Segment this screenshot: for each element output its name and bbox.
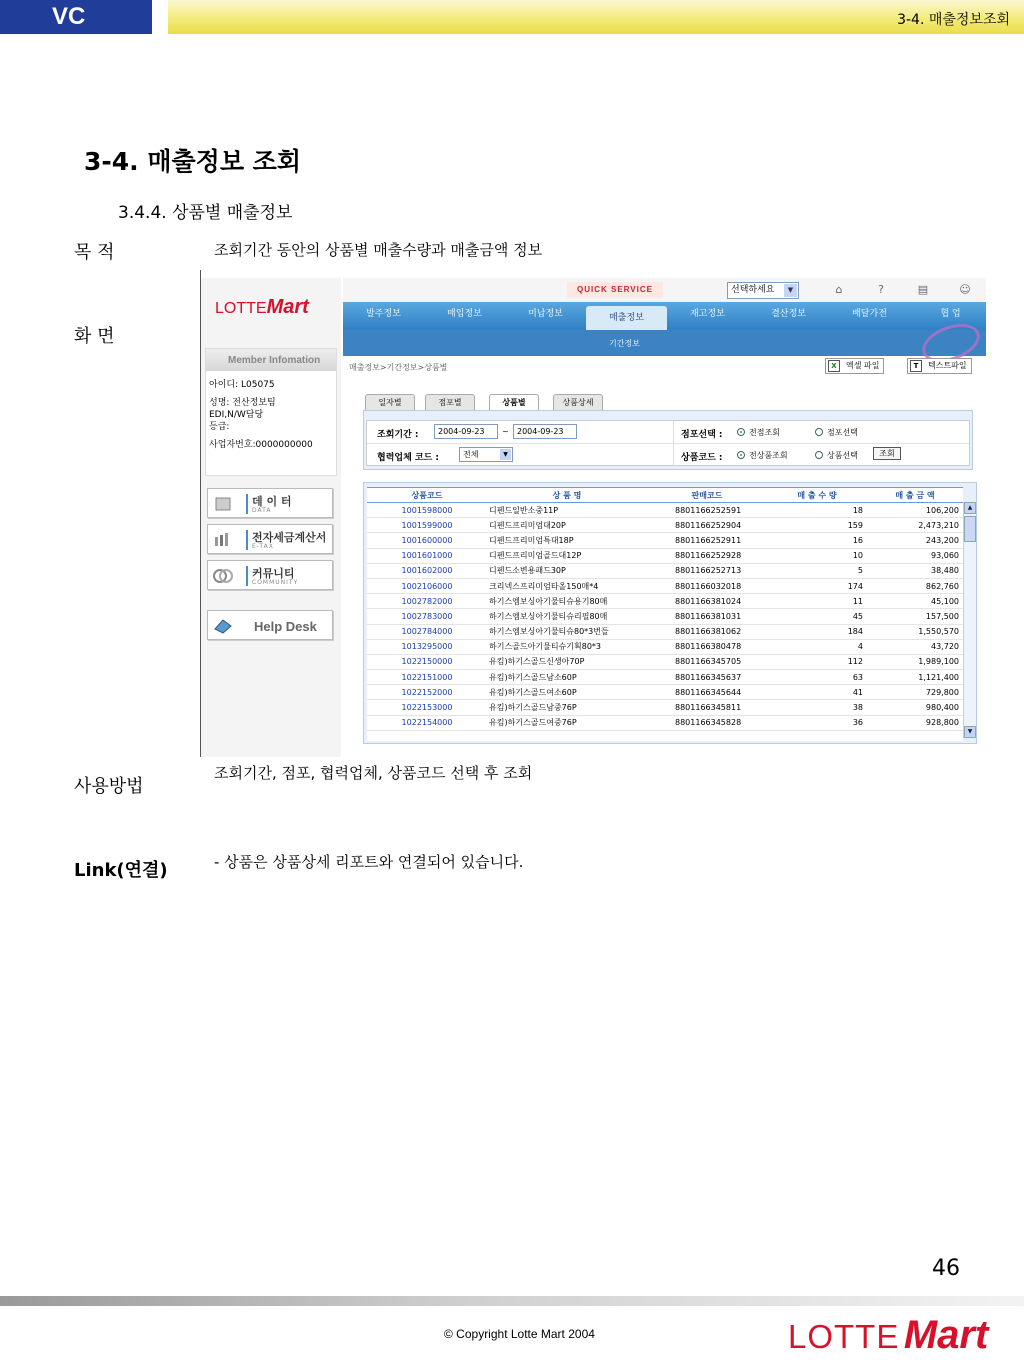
nav-inventory[interactable]: 재고정보 — [690, 309, 725, 319]
member-role: EDI,N/W담당 — [209, 410, 264, 420]
text-file-button[interactable] — [907, 358, 972, 374]
radio-pick-store[interactable] — [815, 427, 858, 438]
cell-product-code[interactable]: 1013295000 — [367, 639, 487, 654]
cell-sales-amount: 1,989,100 — [867, 654, 963, 669]
vendor-select-value: 전체 — [463, 450, 479, 459]
header-title: 3-4. 매출정보조회 — [897, 12, 1010, 28]
tab-store[interactable]: 점포별 — [425, 394, 475, 410]
nav-delivery-appliance[interactable]: 배달가전 — [852, 309, 887, 319]
cell-product-code[interactable]: 1001599000 — [367, 518, 487, 533]
table-row[interactable] — [367, 715, 963, 730]
cell-sales-qty: 5 — [767, 563, 867, 578]
product-code-label: 상품코드 : — [681, 453, 723, 463]
cell-product-name: 유킴)하기스골드여소60P — [487, 685, 647, 700]
cell-sales-amount: 157,500 — [867, 609, 963, 624]
cell-product-name: 유킴)하기스골드남중76P — [487, 700, 647, 715]
cell-product-name: 하기스엠보싱아기물티슈용기80매 — [487, 594, 647, 609]
app-logo-mart: Mart — [266, 296, 309, 318]
vc-badge: VC — [0, 0, 152, 34]
table-row[interactable] — [367, 533, 963, 548]
quick-select-value: 선택하세요 — [731, 285, 775, 295]
cell-sale-code: 8801166380478 — [647, 639, 767, 654]
sub-nav — [343, 330, 986, 356]
cell-product-code[interactable]: 1022152000 — [367, 685, 487, 700]
data-icon — [212, 495, 234, 513]
nav-purchase[interactable]: 매입정보 — [447, 309, 482, 319]
table-row[interactable] — [367, 654, 963, 669]
cell-sale-code: 8801166252591 — [647, 503, 767, 518]
nav-undelivered[interactable]: 미납정보 — [528, 309, 563, 319]
cell-product-code[interactable]: 1001601000 — [367, 548, 487, 563]
text-file-label: 텍스트파일 — [928, 361, 967, 370]
cell-sale-code: 8801166252713 — [647, 563, 767, 578]
cell-sales-amount: 106,200 — [867, 503, 963, 518]
data-button[interactable] — [207, 488, 333, 518]
table-row[interactable] — [367, 609, 963, 624]
table-row[interactable] — [367, 518, 963, 533]
cell-sales-amount: 1,121,400 — [867, 670, 963, 685]
text-file-icon: T — [910, 360, 922, 372]
table-row[interactable] — [367, 578, 963, 593]
cell-sales-amount: 45,100 — [867, 594, 963, 609]
cell-product-name: 하기스엠보싱아기물티슈리필80매 — [487, 609, 647, 624]
radio-all-products[interactable] — [737, 450, 788, 461]
radio-pick-product-label: 상품선택 — [827, 451, 858, 460]
col-sales-qty[interactable]: 매 출 수 량 — [767, 488, 867, 503]
data-button-sub: DATA — [252, 507, 272, 514]
footer-divider — [0, 1296, 1024, 1306]
cell-sale-code: 8801166381024 — [647, 594, 767, 609]
cell-sales-qty: 18 — [767, 503, 867, 518]
link-text: - 상품은 상품상세 리포트와 연결되어 있습니다. — [214, 853, 524, 871]
data-button-label: 데 이 터 — [252, 495, 292, 508]
cell-product-name: 유킴)하기스골드여중76P — [487, 715, 647, 730]
date-separator: ~ — [502, 427, 509, 436]
cell-sale-code: 8801166381031 — [647, 609, 767, 624]
search-panel — [363, 410, 973, 470]
scroll-thumb[interactable] — [964, 516, 976, 542]
header-bar — [168, 0, 1024, 34]
cell-sales-amount: 980,400 — [867, 700, 963, 715]
excel-file-button[interactable] — [825, 358, 884, 374]
cell-sales-amount: 928,800 — [867, 715, 963, 730]
breadcrumb: 매출정보>기간정보>상품별 — [349, 363, 448, 372]
cell-product-name: 하기스골드아기물티슈기획80*3 — [487, 639, 647, 654]
store-select-label: 점포선택 : — [681, 430, 723, 440]
results-panel — [363, 482, 977, 744]
chevron-down-icon: ▼ — [784, 284, 797, 297]
cell-sale-code: 8801166345637 — [647, 670, 767, 685]
etax-button[interactable] — [207, 524, 333, 554]
cell-sale-code: 8801166252911 — [647, 533, 767, 548]
main-nav — [343, 302, 986, 330]
results-scrollbar[interactable] — [963, 502, 976, 738]
home-icon[interactable]: ⌂ — [835, 283, 843, 296]
table-row[interactable] — [367, 624, 963, 639]
cell-product-code[interactable]: 1001598000 — [367, 503, 487, 518]
community-icon — [212, 567, 234, 585]
cell-product-name: 유킴)하기스골드신생아70P — [487, 654, 647, 669]
member-bizno: 사업자번호:0000000000 — [209, 440, 313, 450]
col-product-name[interactable]: 상 품 명 — [487, 488, 647, 503]
help-desk-button[interactable] — [207, 610, 333, 640]
cell-sales-qty: 112 — [767, 654, 867, 669]
tab-daily[interactable]: 일자별 — [365, 394, 415, 410]
cell-sales-qty: 36 — [767, 715, 867, 730]
cell-sales-amount: 93,060 — [867, 548, 963, 563]
table-header-row — [367, 488, 963, 503]
cell-sale-code: 8801166381062 — [647, 624, 767, 639]
footer-logo-mart: Mart — [903, 1313, 989, 1357]
screen-label: 화 면 — [74, 326, 115, 347]
tab-product-detail[interactable]: 상품상세 — [553, 394, 603, 410]
member-name: 성명: 전산정보팀 — [209, 398, 276, 408]
cell-sales-qty: 45 — [767, 609, 867, 624]
table-row[interactable] — [367, 700, 963, 715]
query-button[interactable]: 조회 — [873, 447, 901, 460]
cell-sales-amount: 729,800 — [867, 685, 963, 700]
app-logo[interactable] — [215, 296, 309, 319]
cell-sale-code: 8801166252904 — [647, 518, 767, 533]
radio-pick-product[interactable] — [815, 450, 858, 461]
cell-sales-qty: 38 — [767, 700, 867, 715]
purpose-label: 목 적 — [74, 242, 115, 263]
nav-collaboration[interactable]: 협 업 — [940, 309, 961, 319]
scroll-down-icon[interactable]: ▼ — [964, 726, 976, 738]
radio-all-products-label: 전상품조회 — [749, 451, 788, 460]
sidebar — [201, 278, 341, 757]
cell-sales-amount: 43,720 — [867, 639, 963, 654]
cell-sale-code: 8801166252928 — [647, 548, 767, 563]
quick-select[interactable] — [727, 282, 799, 299]
vendor-code-label: 협력업체 코드 : — [377, 453, 440, 463]
app-screenshot — [200, 270, 986, 757]
table-row[interactable] — [367, 503, 963, 518]
cell-sale-code: 8801166345828 — [647, 715, 767, 730]
table-row[interactable] — [367, 594, 963, 609]
cell-sales-qty: 10 — [767, 548, 867, 563]
date-from-input[interactable]: 2004-09-23 — [434, 424, 498, 439]
excel-icon: X — [828, 360, 840, 372]
vendor-select[interactable] — [459, 447, 513, 462]
user-icon[interactable]: ☺ — [959, 283, 971, 296]
cell-product-code[interactable]: 1001602000 — [367, 563, 487, 578]
member-info-title: Member Infomation — [206, 349, 336, 371]
community-button-label: 커뮤니티 — [252, 567, 295, 580]
radio-pick-store-label: 점포선택 — [827, 428, 858, 437]
cell-sale-code: 8801166345644 — [647, 685, 767, 700]
cell-product-name: 디펜드소변용패드30P — [487, 563, 647, 578]
cell-sales-qty: 174 — [767, 578, 867, 593]
section-title: 3-4. 매출정보 조회 — [84, 147, 301, 176]
radio-all-stores-label: 전점조회 — [749, 428, 780, 437]
member-info-box — [205, 348, 337, 476]
cell-product-code[interactable]: 1022150000 — [367, 654, 487, 669]
date-to-input[interactable]: 2004-09-23 — [513, 424, 577, 439]
page-number: 46 — [932, 1256, 960, 1281]
tab-product[interactable]: 상품별 — [489, 394, 539, 410]
period-label: 조회기간 : — [377, 430, 419, 440]
member-id: 아이디: L05075 — [209, 380, 275, 390]
help-icon[interactable]: ? — [878, 283, 884, 296]
cell-sales-qty: 41 — [767, 685, 867, 700]
col-sales-amount[interactable]: 매 출 금 액 — [867, 488, 963, 503]
cell-product-name: 하기스엠보싱아기물티슈80*3번들 — [487, 624, 647, 639]
cell-sales-amount: 1,550,570 — [867, 624, 963, 639]
chevron-down-icon: ▼ — [500, 449, 511, 460]
footer-logo-lotte: LOTTE — [788, 1318, 900, 1355]
footer-logo — [788, 1313, 988, 1358]
cell-product-name: 유킴)하기스골드남소60P — [487, 670, 647, 685]
nav-order[interactable]: 발주정보 — [366, 309, 401, 319]
scroll-up-icon[interactable]: ▲ — [964, 502, 976, 514]
cell-sales-qty: 63 — [767, 670, 867, 685]
cell-product-code[interactable]: 1001600000 — [367, 533, 487, 548]
cell-product-name: 크리넥스프리미엄타올150매*4 — [487, 578, 647, 593]
cell-sales-amount: 2,473,210 — [867, 518, 963, 533]
table-row[interactable] — [367, 670, 963, 685]
cell-product-code[interactable]: 1002783000 — [367, 609, 487, 624]
etax-button-sub: E-TAX — [252, 543, 274, 550]
nav-sales[interactable]: 매출정보 — [586, 306, 667, 330]
cell-sale-code: 8801166345705 — [647, 654, 767, 669]
cell-product-name: 디펜드프리미엄특대18P — [487, 533, 647, 548]
table-row[interactable] — [367, 563, 963, 578]
cell-product-name: 디펜드일반소중11P — [487, 503, 647, 518]
quick-service-button[interactable]: QUICK SERVICE — [567, 282, 663, 298]
cell-sales-qty: 11 — [767, 594, 867, 609]
cell-sales-qty: 159 — [767, 518, 867, 533]
results-table — [367, 487, 963, 731]
cell-product-name: 디펜드프리미엄골드대12P — [487, 548, 647, 563]
cell-sales-amount: 862,760 — [867, 578, 963, 593]
cell-sales-amount: 38,480 — [867, 563, 963, 578]
usage-text: 조회기간, 점포, 협력업체, 상품코드 선택 후 조회 — [214, 764, 533, 782]
sub-nav-period[interactable]: 기간정보 — [609, 339, 640, 348]
cell-sale-code: 8801166345811 — [647, 700, 767, 715]
usage-label: 사용방법 — [74, 776, 144, 797]
col-product-code[interactable]: 상품코드 — [367, 488, 487, 503]
cell-sales-qty: 184 — [767, 624, 867, 639]
community-button[interactable] — [207, 560, 333, 590]
cell-sale-code: 8801166032018 — [647, 578, 767, 593]
table-row[interactable] — [367, 685, 963, 700]
member-grade: 등급: — [209, 422, 230, 432]
cell-sales-qty: 4 — [767, 639, 867, 654]
table-row[interactable] — [367, 548, 963, 563]
cell-product-code[interactable]: 1022153000 — [367, 700, 487, 715]
purpose-text: 조회기간 동안의 상품별 매출수량과 매출금액 정보 — [214, 241, 543, 259]
excel-file-label: 엑셀 파일 — [846, 361, 880, 370]
copyright: © Copyright Lotte Mart 2004 — [444, 1327, 595, 1341]
cell-product-code[interactable]: 1022154000 — [367, 715, 487, 730]
radio-all-stores[interactable] — [737, 427, 780, 438]
etax-button-label: 전자세금계산서 — [252, 531, 327, 544]
cell-sales-qty: 16 — [767, 533, 867, 548]
phone-icon — [212, 617, 234, 635]
app-logo-lotte: LOTTE — [215, 300, 267, 317]
col-sale-code[interactable]: 판매코드 — [647, 488, 767, 503]
cell-sales-amount: 243,200 — [867, 533, 963, 548]
help-desk-label: Help Desk — [254, 619, 317, 634]
cell-product-name: 디펜드프리미엄대20P — [487, 518, 647, 533]
nav-settlement[interactable]: 결산정보 — [771, 309, 806, 319]
cell-product-code[interactable]: 1002784000 — [367, 624, 487, 639]
cell-product-code[interactable]: 1002106000 — [367, 578, 487, 593]
link-label: Link(연결) — [74, 860, 168, 881]
tax-invoice-icon — [212, 531, 234, 549]
print-icon[interactable]: ▤ — [917, 283, 929, 296]
subsection-title: 3.4.4. 상품별 매출정보 — [118, 203, 293, 223]
cell-product-code[interactable]: 1002782000 — [367, 594, 487, 609]
cell-product-code[interactable]: 1022151000 — [367, 670, 487, 685]
table-row[interactable] — [367, 639, 963, 654]
community-button-sub: COMMUNITY — [252, 579, 299, 586]
